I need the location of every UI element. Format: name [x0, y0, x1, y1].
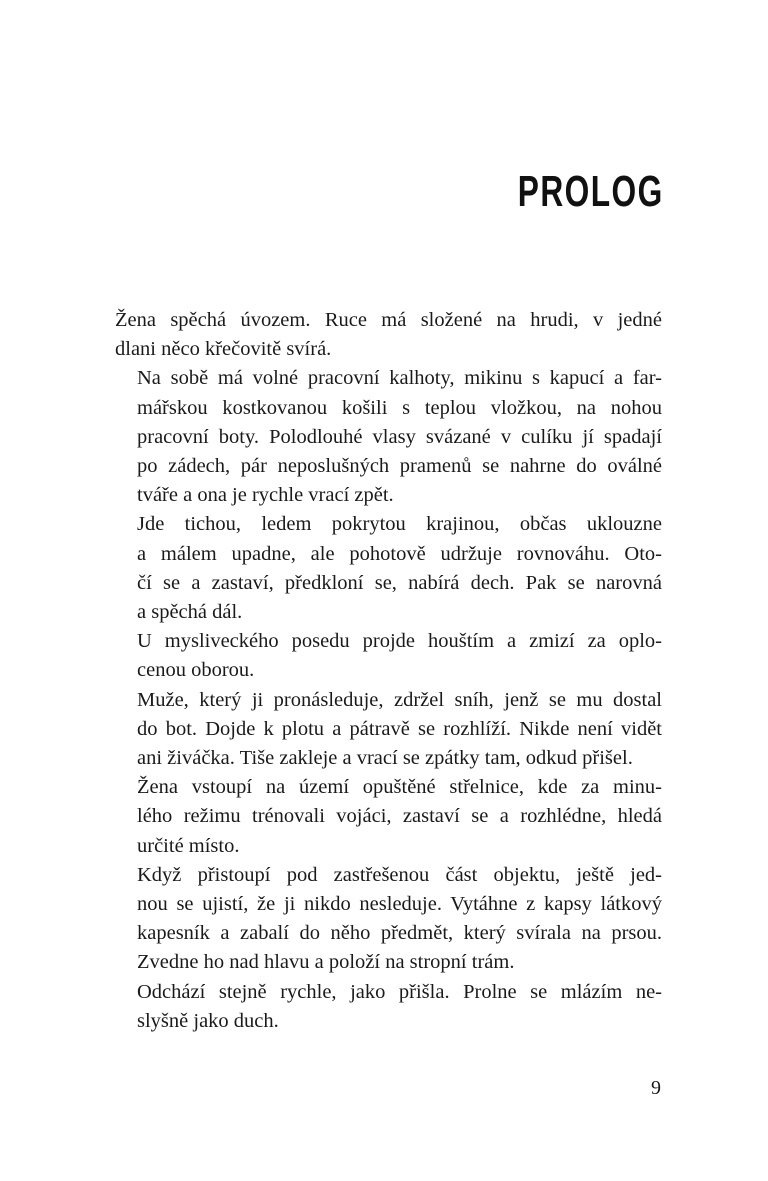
text-line: Zvedne ho nad hlavu a položí na stropní trám. [137, 951, 515, 974]
paragraph [115, 686, 662, 774]
paragraph [115, 773, 662, 861]
text-line: ani živáčka. Tiše zakleje a vrací se zpátky tam, odkud přišel. [137, 747, 633, 770]
text-line: Muže, který ji pronásleduje, zdržel sníh, jenž se mu dostal [137, 688, 662, 711]
text-line: a spěchá dál. [137, 601, 243, 624]
paragraph [115, 627, 662, 685]
paragraph [115, 861, 662, 978]
text-line: Jde tichou, ledem pokrytou krajinou, občas uklouzne [137, 513, 662, 536]
text-line: mářskou kostkovanou košili s teplou vložkou, na nohou [137, 396, 662, 419]
paragraph [115, 364, 662, 510]
text-line: dlani něco křečovitě svírá. [115, 338, 332, 361]
text-line: po zádech, pár neposlušných pramenů se nahrne do oválné [137, 455, 662, 478]
text-line: Žena spěchá úvozem. Ruce má složené na hrudi, v jedné [115, 309, 662, 331]
text-line: Když přistoupí pod zastřešenou část objektu, ještě jed- [137, 863, 662, 886]
text-line: slyšně jako duch. [137, 1009, 279, 1032]
text-line: nou se ujistí, že ji nikdo nesleduje. Vytáhne z kapsy látkový [137, 893, 662, 916]
text-line: pracovní boty. Polodlouhé vlasy svázané v culíku jí spadají [137, 425, 662, 448]
chapter-body [115, 306, 662, 1036]
paragraph [115, 306, 662, 364]
text-line: a málem upadne, ale pohotově udržuje rovnováhu. Oto- [137, 542, 662, 565]
paragraph [115, 510, 662, 627]
text-line: kapesník a zabalí do něho předmět, který svírala na prsou. [137, 922, 662, 945]
text-line: Na sobě má volné pracovní kalhoty, mikinu s kapucí a far- [137, 367, 662, 390]
text-line: do bot. Dojde k plotu a pátravě se rozhlíží. Nikde není vidět [137, 717, 662, 740]
text-line: určité místo. [137, 834, 240, 857]
text-line: lého režimu trénovali vojáci, zastaví se a rozhlédne, hledá [137, 805, 662, 828]
text-line: cenou oborou. [137, 659, 255, 682]
text-line: tváře a ona je rychle vrací zpět. [137, 484, 394, 507]
text-line: U mysliveckého posedu projde houštím a zmizí za oplo- [137, 630, 662, 653]
chapter-title: PROLOG [518, 167, 664, 216]
paragraph [115, 978, 662, 1036]
text-line: Žena vstoupí na území opuštěné střelnice, kde za minu- [137, 776, 662, 799]
text-line: čí se a zastaví, předkloní se, nabírá dech. Pak se narovná [137, 571, 662, 594]
page-number: 9 [651, 1077, 661, 1099]
text-line: Odchází stejně rychle, jako přišla. Prolne se mlázím ne- [137, 980, 662, 1003]
